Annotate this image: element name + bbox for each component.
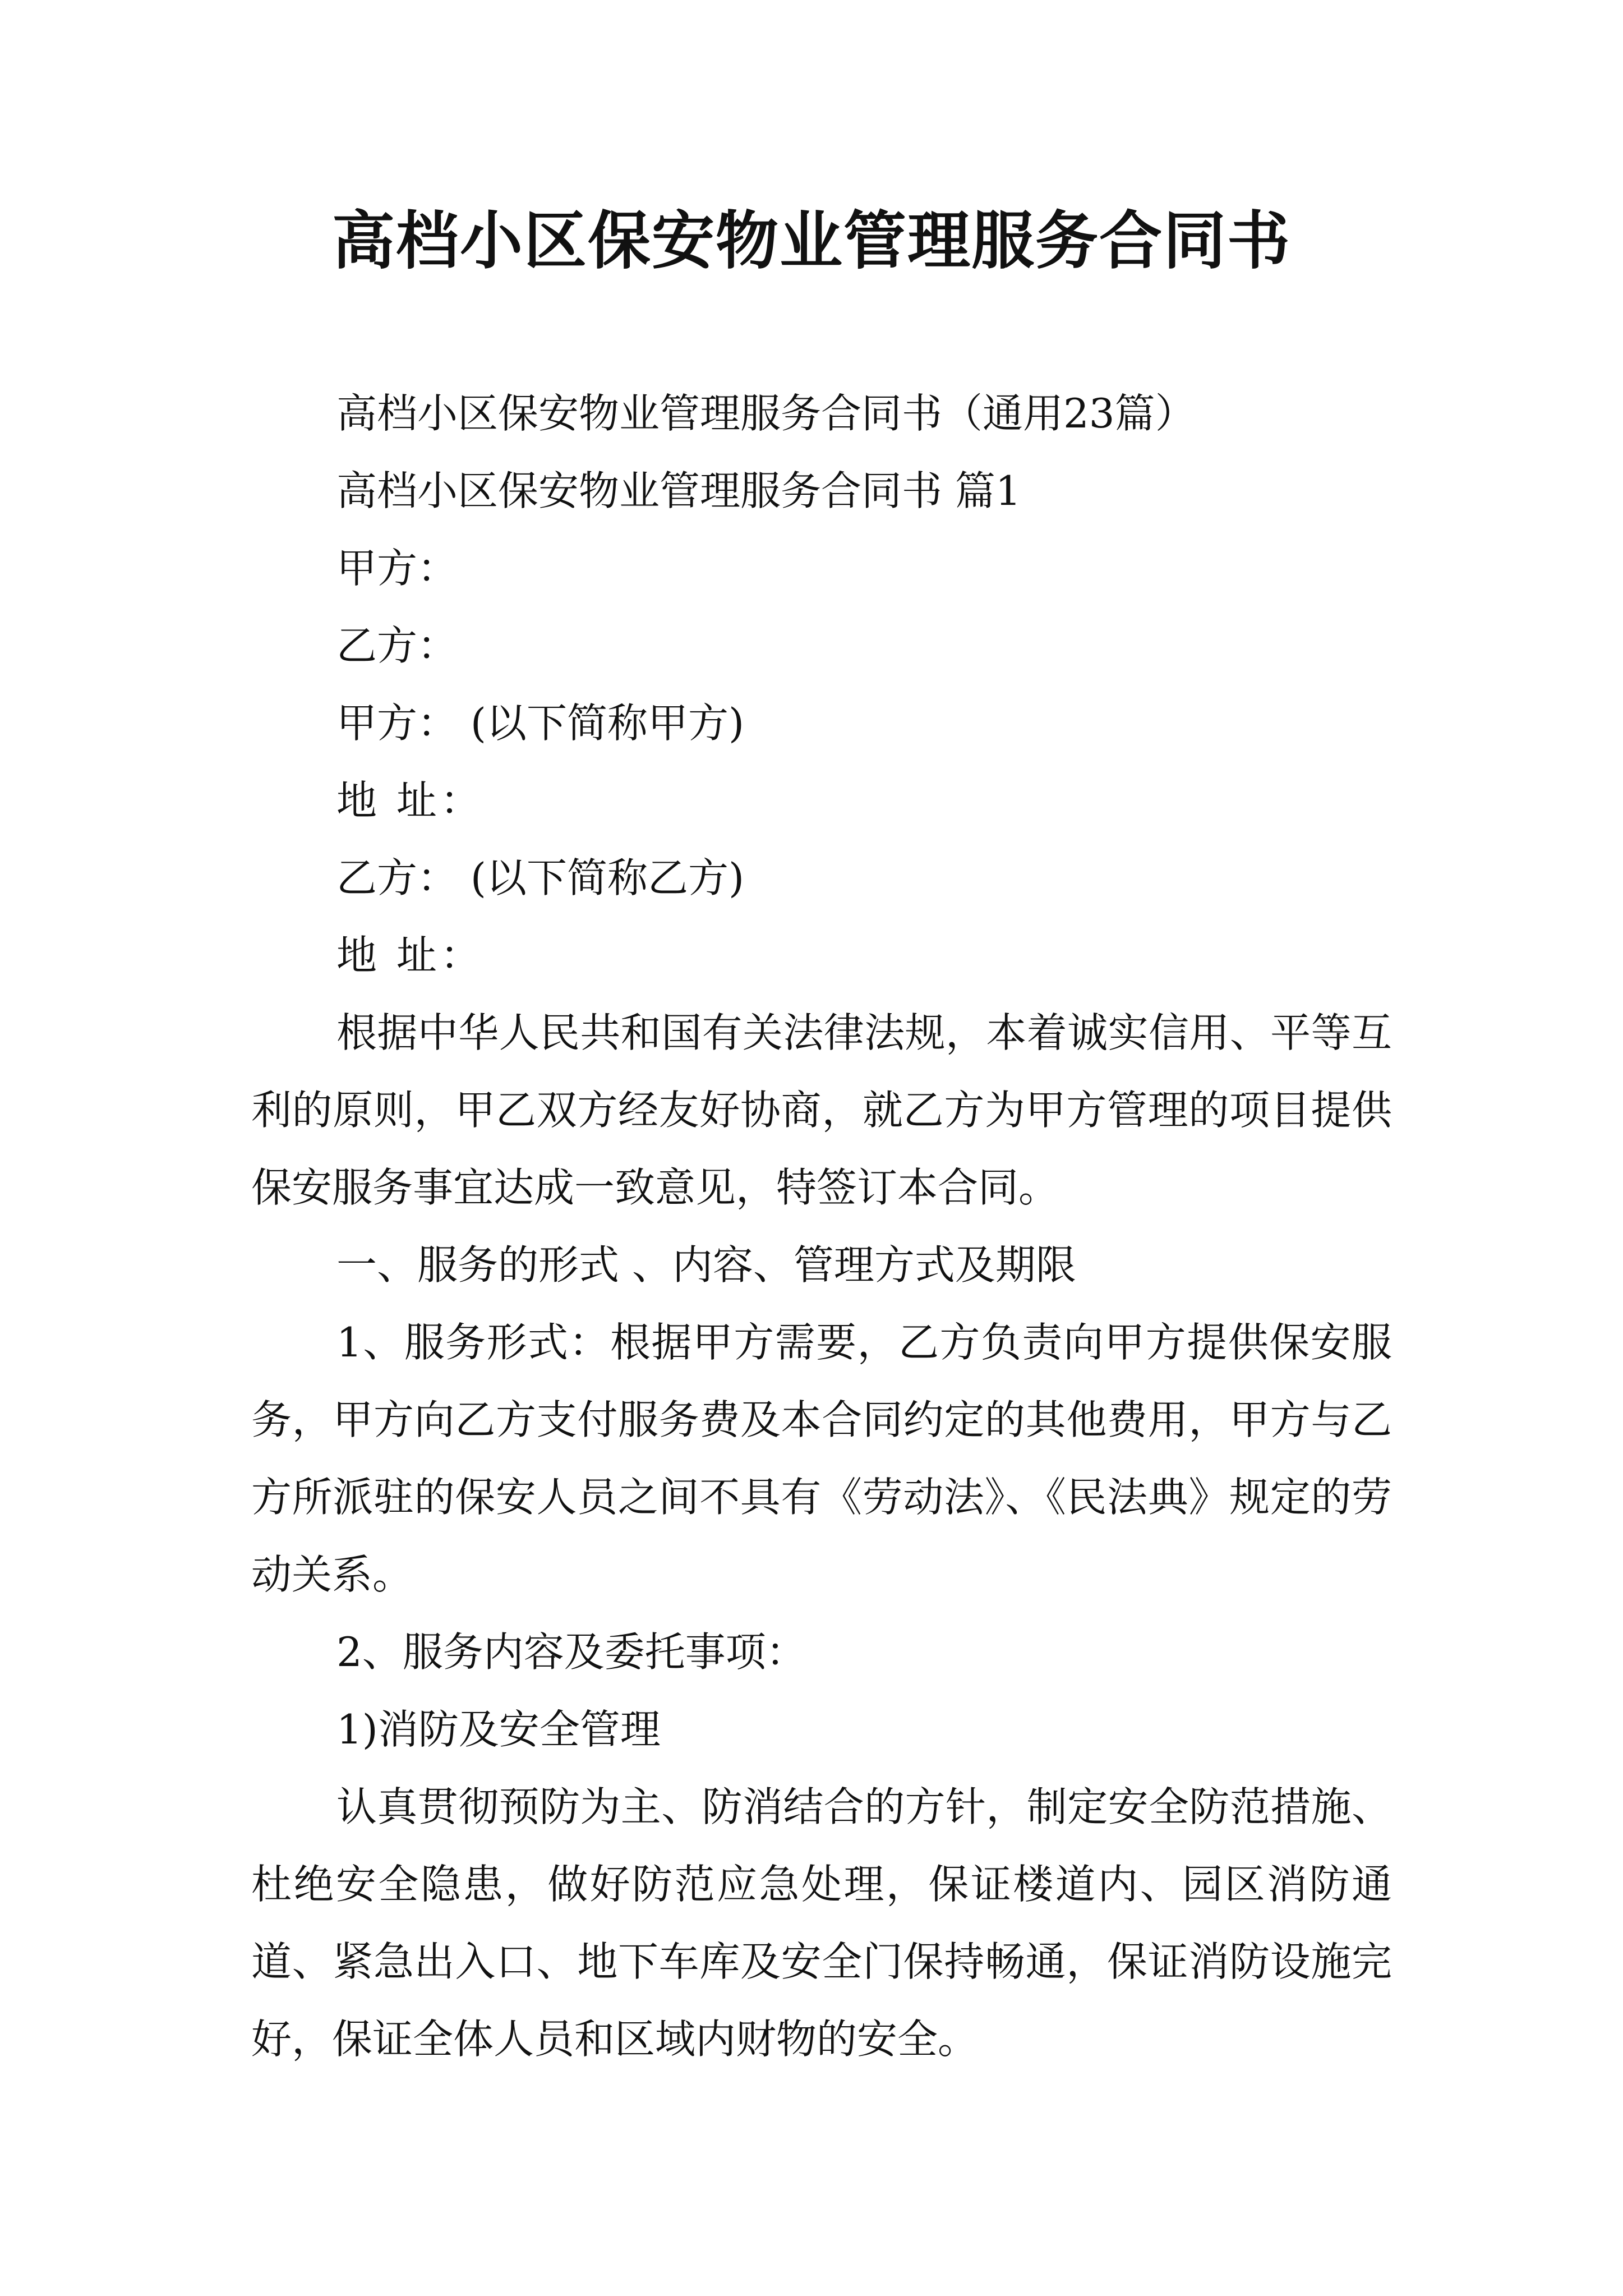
party-a-field: 甲方：: [336, 545, 458, 592]
clause-1-2-1-heading: 1)消防及安全管理: [336, 1706, 661, 1753]
clause-1-1-paragraph: 1、服务形式：根据甲方需要，乙方负责向甲方提供保安服务，甲方向乙方支付服务费及本合同约定的其他费用，甲方与乙方所派驻的保安人员之间不具有《劳动法》、《民法典》规定的劳动关系。: [251, 1319, 1392, 1598]
section-heading: 高档小区保安物业管理服务合同书 篇1: [336, 467, 1021, 514]
document-subtitle: 高档小区保安物业管理服务合同书（通用23篇）: [336, 390, 1196, 437]
document-title: 高档小区保安物业管理服务合同书: [332, 205, 1291, 278]
party-a-full-field: 甲方： (以下简称甲方): [336, 700, 745, 747]
address-b-field: 地 址：: [336, 932, 484, 979]
document-body: [251, 375, 1392, 2078]
clause-1-2-heading: 2、服务内容及委托事项：: [336, 1628, 806, 1676]
party-b-full-field: 乙方： (以下简称乙方): [336, 854, 745, 901]
party-b-field: 乙方：: [336, 622, 458, 669]
fire-safety-paragraph: 认真贯彻预防为主、防消结合的方针，制定安全防范措施、杜绝安全隐患，做好防范应急处理，保证楼道内、园区消防通道、紧急出入口、地下车库及安全门保持畅通，保证消防设施完好，保证全体人员和区域内财物的安全。: [251, 1783, 1392, 2063]
intro-paragraph: 根据中华人民共和国有关法律法规，本着诚实信用、平等互利的原则，甲乙双方经友好协商，就乙方为甲方管理的项目提供保安服务事宜达成一致意见，特签订本合同。: [251, 1009, 1392, 1211]
address-a-field: 地 址：: [336, 777, 484, 824]
clause-1-heading: 一、服务的形式 、内容、管理方式及期限: [336, 1241, 1076, 1289]
